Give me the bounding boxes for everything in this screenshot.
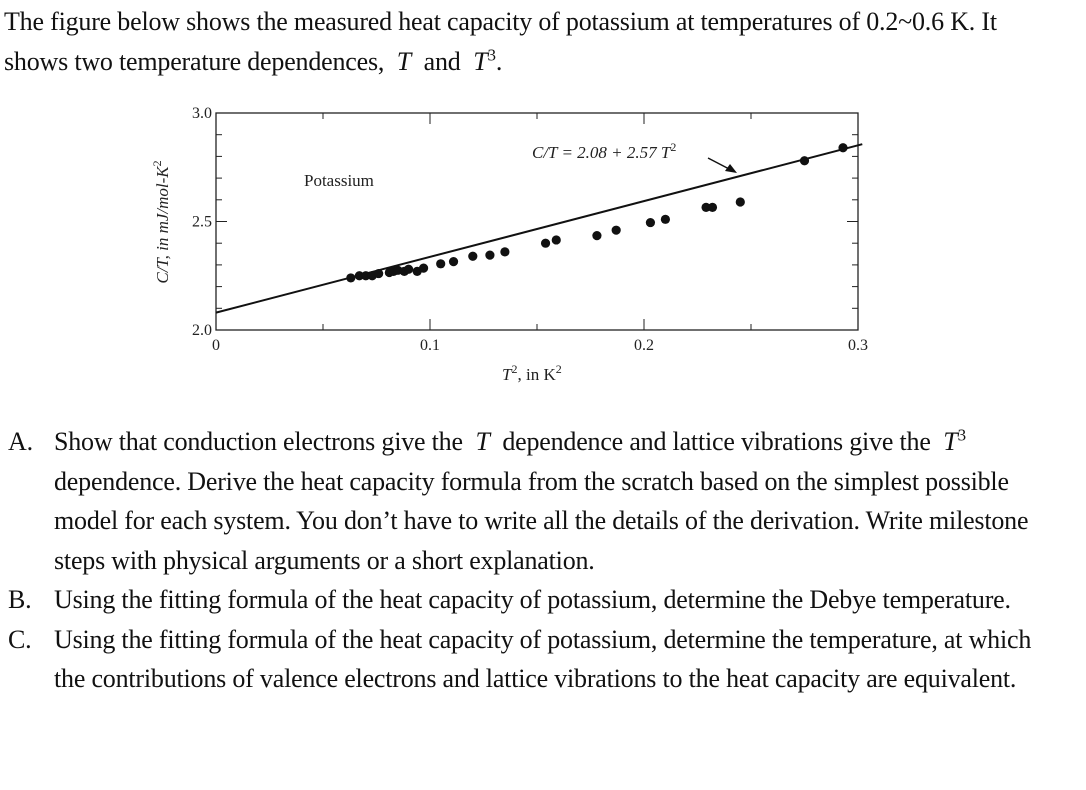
question-a-post: dependence. Derive the heat capacity formula from the scratch based on the simplest possible model for each system. You don’t have to write all the details of the derivation. Write milestone steps with physical arguments or a short explanation. (54, 466, 1029, 575)
question-a-mid: dependence and lattice vibrations give the (502, 427, 931, 456)
x-tick-label: 0.1 (420, 337, 440, 354)
question-b-letter: B. (8, 585, 32, 614)
question-a (0, 422, 1086, 580)
question-c-body: Using the fitting formula of the heat capacity of potassium, determine the temperature, at which the contributions of valence electrons and lattice vibrations to the heat capacity are equivalent. (54, 624, 1032, 693)
question-a-letter: A. (8, 427, 33, 456)
fit-equation-arrow (708, 158, 737, 173)
question-b-body: Using the fitting formula of the heat capacity of potassium, determine the Debye temperature. (54, 585, 1011, 614)
fit-line (216, 144, 862, 312)
y-axis-text: C/T, in mJ/mol-K (153, 166, 172, 284)
data-point (646, 218, 655, 227)
data-point (708, 203, 717, 212)
x-axis-label (502, 362, 562, 384)
fit-equation-text: C/T = 2.08 + 2.57 T (532, 143, 671, 162)
x-axis-var-exp: 2 (511, 362, 518, 376)
y-tick-label: 3.0 (192, 105, 212, 122)
data-point (346, 273, 355, 282)
intro-line-2: shows two temperature dependences, (4, 47, 385, 76)
x-tick-label: 0 (212, 337, 220, 354)
question-a-pre: Show that conduction electrons give the (54, 427, 463, 456)
fit-equation-label (532, 140, 676, 162)
data-point (500, 247, 509, 256)
question-c-letter: C. (8, 624, 32, 654)
question-a-var2: T (943, 427, 958, 456)
potassium-label: Potassium (304, 171, 374, 190)
y-axis-label (150, 160, 172, 283)
intro-var-t: T (396, 47, 412, 76)
x-axis-unit-exp: 2 (555, 362, 562, 376)
y-axis-exp: 2 (150, 160, 164, 167)
data-point (661, 215, 670, 224)
question-b (0, 580, 1086, 620)
data-point (436, 259, 445, 268)
question-a-var1: T (475, 427, 490, 456)
intro-var-t3: T (473, 47, 488, 76)
y-tick-label: 2.5 (192, 213, 212, 231)
intro-exp: 3 (487, 45, 496, 65)
x-tick-label: 0.3 (848, 337, 868, 354)
x-tick-label: 0.2 (634, 337, 654, 354)
intro-and: and (423, 47, 461, 76)
data-point (800, 156, 809, 165)
data-point (541, 239, 550, 248)
x-axis-var: T (502, 365, 512, 384)
data-point (485, 251, 494, 260)
x-axis-unit: , in K (517, 365, 556, 384)
data-point (838, 143, 847, 152)
data-point (612, 226, 621, 235)
data-point (468, 252, 477, 261)
question-a-body (54, 422, 1064, 580)
data-point (374, 269, 383, 278)
intro-line-1: The figure below shows the measured heat capacity of potassium at temperatures of 0.2~0.6 K. It (4, 7, 997, 36)
x-tick-labels (212, 337, 868, 354)
data-point (419, 264, 428, 273)
data-point (552, 235, 561, 244)
fit-equation-exp: 2 (670, 140, 677, 154)
data-point (592, 231, 601, 240)
y-tick-label: 2.0 (192, 322, 212, 339)
intro-period: . (495, 47, 503, 76)
data-point (449, 257, 458, 266)
data-point (404, 265, 413, 274)
question-c (0, 620, 1086, 699)
question-a-var2-exp: 3 (957, 425, 966, 445)
question-list (0, 422, 1086, 699)
data-point (736, 197, 745, 206)
y-tick-labels (192, 105, 212, 339)
